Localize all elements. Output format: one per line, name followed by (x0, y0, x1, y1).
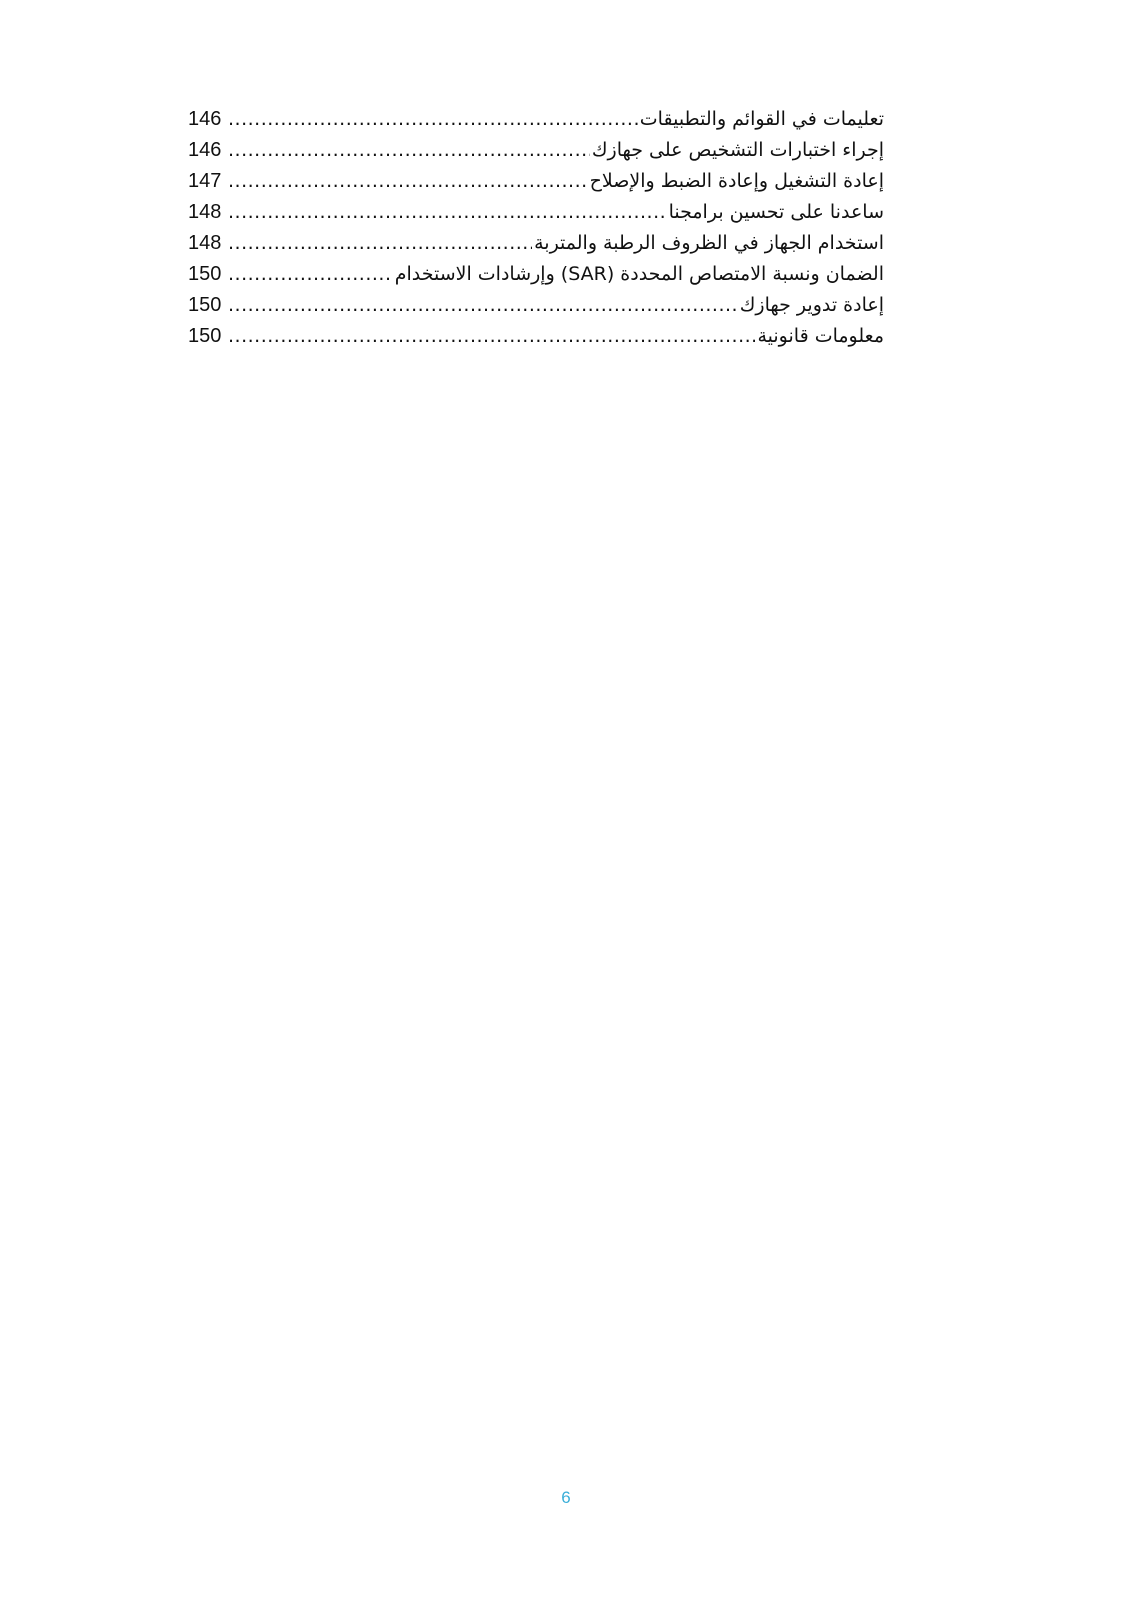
toc-entry-title[interactable]: تعليمات في القوائم والتطبيقات (639, 108, 884, 130)
toc-entry-title[interactable]: إجراء اختبارات التشخيص على جهازك (591, 139, 884, 161)
toc-dot-leader (228, 104, 638, 135)
toc-entry[interactable] (188, 197, 884, 228)
toc-entry-title[interactable]: استخدام الجهاز في الظروف الرطبة والمتربة (534, 232, 884, 254)
toc-dot-leader (228, 259, 393, 290)
toc-entry-page-number[interactable]: 150 (188, 263, 222, 285)
table-of-contents (188, 104, 884, 352)
toc-entry[interactable] (188, 135, 884, 166)
toc-dot-leader (228, 321, 755, 352)
toc-entry-title[interactable]: معلومات قانونية (757, 325, 884, 347)
toc-dot-leader (228, 197, 667, 228)
toc-entry[interactable] (188, 321, 884, 352)
toc-entry[interactable] (188, 290, 884, 321)
toc-entry-title[interactable]: إعادة التشغيل وإعادة الضبط والإصلاح (589, 170, 884, 192)
toc-entry[interactable] (188, 228, 884, 259)
toc-entry[interactable] (188, 104, 884, 135)
toc-entry-page-number[interactable]: 150 (188, 325, 222, 347)
toc-dot-leader (228, 290, 738, 321)
toc-entry-page-number[interactable]: 146 (188, 139, 222, 161)
toc-entry-title[interactable]: الضمان ونسبة الامتصاص المحددة (SAR) وإرشادات الاستخدام (394, 263, 884, 285)
toc-entry-title[interactable]: إعادة تدوير جهازك (739, 294, 884, 316)
toc-entry-title[interactable]: ساعدنا على تحسين برامجنا (668, 201, 884, 223)
toc-entry-page-number[interactable]: 148 (188, 201, 222, 223)
page-number: 6 (561, 1488, 571, 1507)
toc-entry-page-number[interactable]: 150 (188, 294, 222, 316)
toc-entry[interactable] (188, 166, 884, 197)
toc-entry-page-number[interactable]: 148 (188, 232, 222, 254)
toc-entry-page-number[interactable]: 146 (188, 108, 222, 130)
toc-dot-leader (228, 228, 532, 259)
toc-entry-page-number[interactable]: 147 (188, 170, 222, 192)
toc-dot-leader (228, 166, 588, 197)
toc-dot-leader (228, 135, 590, 166)
toc-entry[interactable] (188, 259, 884, 290)
